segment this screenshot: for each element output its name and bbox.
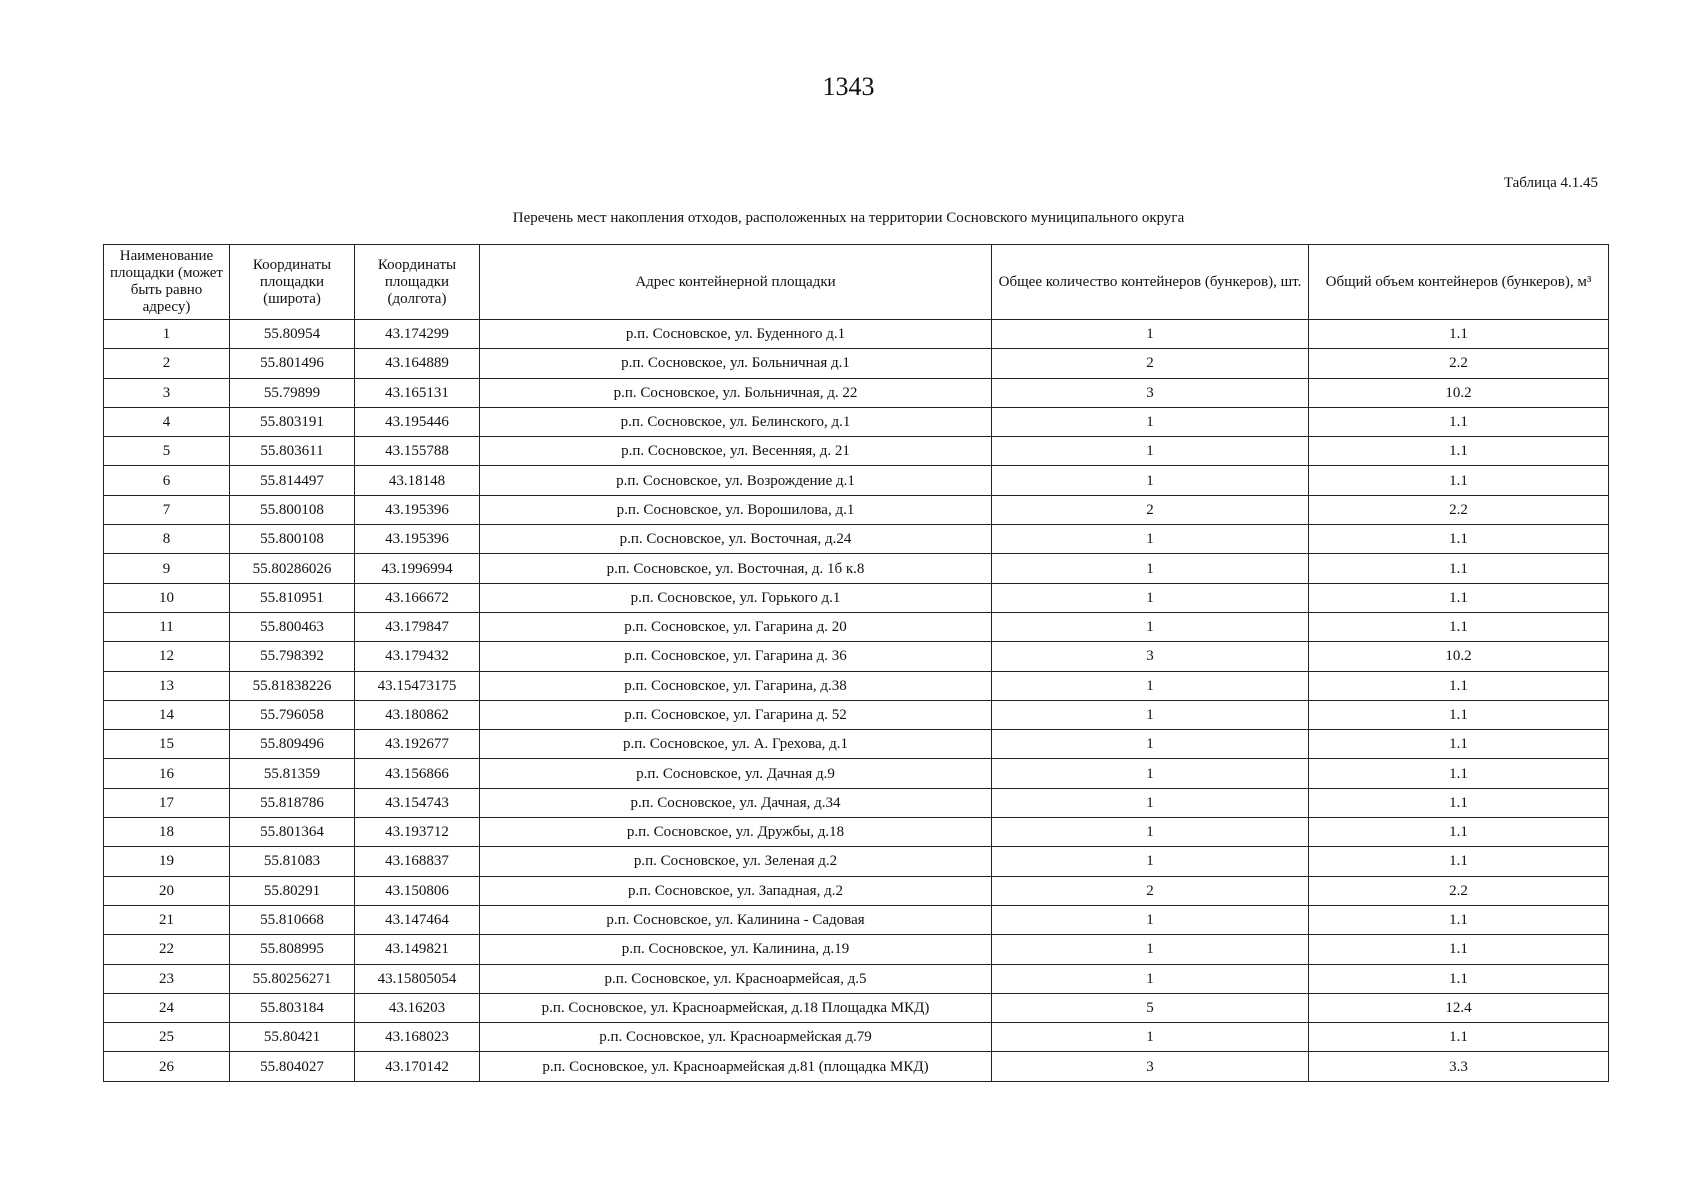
cell-latitude: 55.81083 [230, 847, 355, 876]
cell-container-volume: 10.2 [1309, 378, 1609, 407]
cell-container-volume: 2.2 [1309, 349, 1609, 378]
cell-address: р.п. Сосновское, ул. Ворошилова, д.1 [480, 495, 992, 524]
header-latitude: Координаты площадки (широта) [230, 245, 355, 320]
cell-latitude: 55.81838226 [230, 671, 355, 700]
cell-address: р.п. Сосновское, ул. Красноармейская д.81 (площадка МКД) [480, 1052, 992, 1081]
cell-latitude: 55.796058 [230, 700, 355, 729]
cell-container-volume: 1.1 [1309, 818, 1609, 847]
cell-address: р.п. Сосновское, ул. Белинского, д.1 [480, 407, 992, 436]
cell-container-count: 3 [992, 642, 1309, 671]
table-row [104, 993, 1609, 1022]
cell-container-count: 1 [992, 730, 1309, 759]
cell-longitude: 43.155788 [355, 437, 480, 466]
table-row [104, 847, 1609, 876]
cell-longitude: 43.15473175 [355, 671, 480, 700]
table-row [104, 583, 1609, 612]
cell-latitude: 55.801496 [230, 349, 355, 378]
cell-latitude: 55.80286026 [230, 554, 355, 583]
cell-container-count: 5 [992, 993, 1309, 1022]
cell-latitude: 55.814497 [230, 466, 355, 495]
table-row [104, 788, 1609, 817]
cell-container-volume: 1.1 [1309, 612, 1609, 641]
cell-container-volume: 1.1 [1309, 525, 1609, 554]
cell-container-volume: 12.4 [1309, 993, 1609, 1022]
table-number: Таблица 4.1.45 [1503, 175, 1598, 191]
cell-site-name: 9 [104, 554, 230, 583]
cell-longitude: 43.174299 [355, 320, 480, 349]
cell-latitude: 55.810951 [230, 583, 355, 612]
cell-site-name: 4 [104, 407, 230, 436]
cell-address: р.п. Сосновское, ул. Восточная, д.24 [480, 525, 992, 554]
table-row [104, 818, 1609, 847]
table-row [104, 700, 1609, 729]
cell-site-name: 20 [104, 876, 230, 905]
table-row [104, 466, 1609, 495]
cell-container-count: 3 [992, 378, 1309, 407]
header-container-count: Общее количество контейнеров (бункеров), шт. [992, 245, 1309, 320]
cell-address: р.п. Сосновское, ул. Восточная, д. 1б к.8 [480, 554, 992, 583]
cell-container-count: 1 [992, 1023, 1309, 1052]
cell-site-name: 16 [104, 759, 230, 788]
cell-container-count: 1 [992, 964, 1309, 993]
cell-container-count: 1 [992, 700, 1309, 729]
cell-longitude: 43.149821 [355, 935, 480, 964]
cell-site-name: 13 [104, 671, 230, 700]
cell-latitude: 55.80954 [230, 320, 355, 349]
cell-address: р.п. Сосновское, ул. Западная, д.2 [480, 876, 992, 905]
cell-longitude: 43.170142 [355, 1052, 480, 1081]
cell-latitude: 55.800108 [230, 495, 355, 524]
table-row [104, 935, 1609, 964]
waste-sites-table [103, 244, 1609, 1082]
cell-latitude: 55.80291 [230, 876, 355, 905]
cell-container-volume: 3.3 [1309, 1052, 1609, 1081]
cell-address: р.п. Сосновское, ул. Больничная д.1 [480, 349, 992, 378]
cell-container-volume: 1.1 [1309, 671, 1609, 700]
cell-container-count: 1 [992, 554, 1309, 583]
cell-container-volume: 1.1 [1309, 905, 1609, 934]
cell-longitude: 43.16203 [355, 993, 480, 1022]
cell-latitude: 55.808995 [230, 935, 355, 964]
cell-latitude: 55.79899 [230, 378, 355, 407]
cell-address: р.п. Сосновское, ул. Буденного д.1 [480, 320, 992, 349]
cell-site-name: 11 [104, 612, 230, 641]
cell-address: р.п. Сосновское, ул. Горького д.1 [480, 583, 992, 612]
cell-longitude: 43.195446 [355, 407, 480, 436]
table-row [104, 759, 1609, 788]
cell-container-volume: 1.1 [1309, 554, 1609, 583]
cell-latitude: 55.80256271 [230, 964, 355, 993]
cell-address: р.п. Сосновское, ул. Больничная, д. 22 [480, 378, 992, 407]
cell-container-volume: 1.1 [1309, 583, 1609, 612]
cell-site-name: 21 [104, 905, 230, 934]
cell-address: р.п. Сосновское, ул. А. Грехова, д.1 [480, 730, 992, 759]
cell-longitude: 43.150806 [355, 876, 480, 905]
cell-address: р.п. Сосновское, ул. Красноармейская д.79 [480, 1023, 992, 1052]
table-row [104, 730, 1609, 759]
cell-container-count: 1 [992, 935, 1309, 964]
cell-longitude: 43.154743 [355, 788, 480, 817]
cell-site-name: 19 [104, 847, 230, 876]
table-row [104, 495, 1609, 524]
cell-site-name: 3 [104, 378, 230, 407]
cell-container-count: 1 [992, 818, 1309, 847]
table-row [104, 1023, 1609, 1052]
cell-latitude: 55.800108 [230, 525, 355, 554]
table-row [104, 964, 1609, 993]
header-address: Адрес контейнерной площадки [480, 245, 992, 320]
table-row [104, 612, 1609, 641]
table-row [104, 407, 1609, 436]
cell-site-name: 7 [104, 495, 230, 524]
table-row [104, 1052, 1609, 1081]
table-row [104, 671, 1609, 700]
cell-longitude: 43.168837 [355, 847, 480, 876]
cell-address: р.п. Сосновское, ул. Калинина - Садовая [480, 905, 992, 934]
cell-container-volume: 1.1 [1309, 466, 1609, 495]
cell-container-volume: 1.1 [1309, 730, 1609, 759]
cell-address: р.п. Сосновское, ул. Дружбы, д.18 [480, 818, 992, 847]
cell-site-name: 24 [104, 993, 230, 1022]
cell-container-count: 1 [992, 759, 1309, 788]
cell-address: р.п. Сосновское, ул. Гагарина д. 52 [480, 700, 992, 729]
cell-latitude: 55.810668 [230, 905, 355, 934]
cell-container-count: 1 [992, 407, 1309, 436]
header-longitude: Координаты площадки (долгота) [355, 245, 480, 320]
cell-longitude: 43.168023 [355, 1023, 480, 1052]
cell-container-volume: 2.2 [1309, 495, 1609, 524]
cell-site-name: 25 [104, 1023, 230, 1052]
cell-container-volume: 1.1 [1309, 935, 1609, 964]
cell-address: р.п. Сосновское, ул. Дачная д.9 [480, 759, 992, 788]
table-row [104, 320, 1609, 349]
cell-container-volume: 2.2 [1309, 876, 1609, 905]
cell-container-volume: 10.2 [1309, 642, 1609, 671]
cell-container-volume: 1.1 [1309, 759, 1609, 788]
cell-longitude: 43.195396 [355, 525, 480, 554]
cell-address: р.п. Сосновское, ул. Дачная, д.34 [480, 788, 992, 817]
cell-longitude: 43.1996994 [355, 554, 480, 583]
cell-longitude: 43.15805054 [355, 964, 480, 993]
cell-container-count: 1 [992, 612, 1309, 641]
cell-longitude: 43.165131 [355, 378, 480, 407]
header-row [104, 245, 1609, 320]
cell-container-count: 3 [992, 1052, 1309, 1081]
cell-site-name: 26 [104, 1052, 230, 1081]
cell-container-count: 1 [992, 525, 1309, 554]
cell-address: р.п. Сосновское, ул. Гагарина, д.38 [480, 671, 992, 700]
cell-latitude: 55.803611 [230, 437, 355, 466]
cell-container-volume: 1.1 [1309, 700, 1609, 729]
cell-latitude: 55.798392 [230, 642, 355, 671]
cell-site-name: 1 [104, 320, 230, 349]
cell-longitude: 43.147464 [355, 905, 480, 934]
cell-latitude: 55.81359 [230, 759, 355, 788]
cell-longitude: 43.192677 [355, 730, 480, 759]
cell-container-count: 1 [992, 583, 1309, 612]
cell-container-count: 1 [992, 788, 1309, 817]
cell-container-volume: 1.1 [1309, 847, 1609, 876]
cell-container-count: 1 [992, 847, 1309, 876]
cell-latitude: 55.809496 [230, 730, 355, 759]
cell-site-name: 15 [104, 730, 230, 759]
table-row [104, 876, 1609, 905]
cell-site-name: 8 [104, 525, 230, 554]
page-number: 1343 [822, 72, 875, 101]
cell-address: р.п. Сосновское, ул. Красноармейская, д.18 Площадка МКД) [480, 993, 992, 1022]
table-body [104, 320, 1609, 1082]
cell-latitude: 55.804027 [230, 1052, 355, 1081]
cell-container-volume: 1.1 [1309, 788, 1609, 817]
cell-container-count: 1 [992, 905, 1309, 934]
cell-address: р.п. Сосновское, ул. Калинина, д.19 [480, 935, 992, 964]
table-row [104, 525, 1609, 554]
cell-longitude: 43.156866 [355, 759, 480, 788]
cell-container-volume: 1.1 [1309, 320, 1609, 349]
cell-site-name: 12 [104, 642, 230, 671]
table-row [104, 554, 1609, 583]
cell-latitude: 55.803191 [230, 407, 355, 436]
cell-site-name: 23 [104, 964, 230, 993]
cell-address: р.п. Сосновское, ул. Возрождение д.1 [480, 466, 992, 495]
cell-site-name: 2 [104, 349, 230, 378]
cell-container-volume: 1.1 [1309, 964, 1609, 993]
cell-site-name: 10 [104, 583, 230, 612]
cell-latitude: 55.818786 [230, 788, 355, 817]
cell-address: р.п. Сосновское, ул. Красноармейсая, д.5 [480, 964, 992, 993]
cell-longitude: 43.164889 [355, 349, 480, 378]
cell-address: р.п. Сосновское, ул. Гагарина д. 36 [480, 642, 992, 671]
cell-longitude: 43.179432 [355, 642, 480, 671]
cell-container-count: 1 [992, 437, 1309, 466]
cell-longitude: 43.166672 [355, 583, 480, 612]
cell-site-name: 17 [104, 788, 230, 817]
cell-site-name: 14 [104, 700, 230, 729]
cell-container-count: 1 [992, 466, 1309, 495]
cell-container-count: 2 [992, 876, 1309, 905]
cell-longitude: 43.180862 [355, 700, 480, 729]
table-row [104, 437, 1609, 466]
cell-longitude: 43.18148 [355, 466, 480, 495]
cell-longitude: 43.193712 [355, 818, 480, 847]
cell-latitude: 55.801364 [230, 818, 355, 847]
cell-site-name: 6 [104, 466, 230, 495]
cell-longitude: 43.179847 [355, 612, 480, 641]
header-site-name: Наименование площадки (может быть равно адресу) [104, 245, 230, 320]
cell-container-volume: 1.1 [1309, 407, 1609, 436]
table-row [104, 349, 1609, 378]
cell-container-count: 1 [992, 320, 1309, 349]
cell-latitude: 55.800463 [230, 612, 355, 641]
cell-address: р.п. Сосновское, ул. Зеленая д.2 [480, 847, 992, 876]
cell-container-count: 2 [992, 495, 1309, 524]
table-row [104, 378, 1609, 407]
cell-address: р.п. Сосновское, ул. Гагарина д. 20 [480, 612, 992, 641]
table-header [104, 245, 1609, 320]
cell-site-name: 18 [104, 818, 230, 847]
cell-site-name: 5 [104, 437, 230, 466]
cell-site-name: 22 [104, 935, 230, 964]
table-row [104, 905, 1609, 934]
header-container-volume: Общий объем контейнеров (бункеров), м³ [1309, 245, 1609, 320]
table-caption: Перечень мест накопления отходов, расположенных на территории Сосновского муниципального округа [512, 210, 1185, 226]
cell-container-volume: 1.1 [1309, 1023, 1609, 1052]
cell-longitude: 43.195396 [355, 495, 480, 524]
cell-container-count: 1 [992, 671, 1309, 700]
cell-latitude: 55.803184 [230, 993, 355, 1022]
table-row [104, 642, 1609, 671]
cell-latitude: 55.80421 [230, 1023, 355, 1052]
cell-container-count: 2 [992, 349, 1309, 378]
cell-address: р.п. Сосновское, ул. Весенняя, д. 21 [480, 437, 992, 466]
cell-container-volume: 1.1 [1309, 437, 1609, 466]
